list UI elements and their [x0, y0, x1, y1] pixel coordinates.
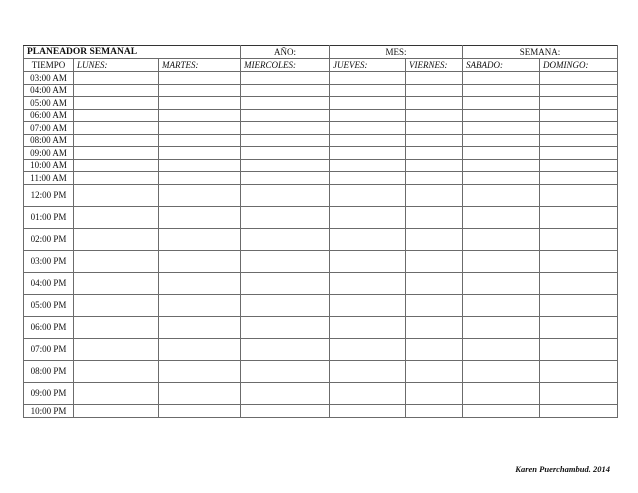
day-header-wednesday: MIERCOLES:: [241, 59, 330, 72]
slot-cell-thursday[interactable]: [330, 250, 406, 272]
slot-cell-monday[interactable]: [74, 147, 159, 160]
slot-cell-monday[interactable]: [74, 134, 159, 147]
slot-cell-monday[interactable]: [74, 316, 159, 338]
slot-cell-saturday[interactable]: [463, 382, 540, 404]
slot-cell-saturday[interactable]: [463, 184, 540, 206]
slot-cell-friday[interactable]: [406, 97, 463, 110]
time-label: 05:00 AM: [24, 97, 74, 110]
time-label: 08:00 PM: [24, 360, 74, 382]
slot-cell-tuesday[interactable]: [159, 97, 241, 110]
slot-cell-sunday[interactable]: [540, 97, 618, 110]
slot-cell-monday[interactable]: [74, 360, 159, 382]
time-slot-row: [24, 184, 618, 206]
slot-cell-monday[interactable]: [74, 122, 159, 135]
slot-cell-tuesday[interactable]: [159, 184, 241, 206]
slot-cell-wednesday[interactable]: [241, 382, 330, 404]
day-header-tuesday: MARTES:: [159, 59, 241, 72]
slot-cell-monday[interactable]: [74, 97, 159, 110]
slot-cell-tuesday[interactable]: [159, 272, 241, 294]
slot-cell-sunday[interactable]: [540, 172, 618, 185]
time-slot-row: [24, 228, 618, 250]
slot-cell-saturday[interactable]: [463, 206, 540, 228]
time-slot-row: [24, 272, 618, 294]
slot-cell-saturday[interactable]: [463, 316, 540, 338]
week-label: SEMANA:: [463, 46, 618, 59]
slot-cell-tuesday[interactable]: [159, 172, 241, 185]
slot-cell-sunday[interactable]: [540, 360, 618, 382]
slot-cell-friday[interactable]: [406, 159, 463, 172]
slot-cell-wednesday[interactable]: [241, 147, 330, 160]
slot-cell-thursday[interactable]: [330, 382, 406, 404]
time-label: 03:00 AM: [24, 72, 74, 85]
time-label: 03:00 PM: [24, 250, 74, 272]
slot-cell-saturday[interactable]: [463, 228, 540, 250]
slot-cell-sunday[interactable]: [540, 250, 618, 272]
slot-cell-wednesday[interactable]: [241, 206, 330, 228]
slot-cell-sunday[interactable]: [540, 272, 618, 294]
slot-cell-friday[interactable]: [406, 338, 463, 360]
slot-cell-thursday[interactable]: [330, 97, 406, 110]
slot-cell-sunday[interactable]: [540, 109, 618, 122]
slot-cell-saturday[interactable]: [463, 109, 540, 122]
time-slot-row: [24, 134, 618, 147]
month-label: MES:: [330, 46, 463, 59]
slot-cell-friday[interactable]: [406, 250, 463, 272]
time-slot-row: [24, 382, 618, 404]
time-label: 06:00 AM: [24, 109, 74, 122]
slot-cell-friday[interactable]: [406, 206, 463, 228]
day-header-friday: VIERNES:: [406, 59, 463, 72]
time-label: 09:00 AM: [24, 147, 74, 160]
slot-cell-wednesday[interactable]: [241, 250, 330, 272]
slot-cell-saturday[interactable]: [463, 84, 540, 97]
slot-cell-saturday[interactable]: [463, 122, 540, 135]
time-slot-row: [24, 316, 618, 338]
slot-cell-thursday[interactable]: [330, 404, 406, 417]
slot-cell-wednesday[interactable]: [241, 72, 330, 85]
slot-cell-wednesday[interactable]: [241, 228, 330, 250]
day-header-saturday: SABADO:: [463, 59, 540, 72]
slot-cell-saturday[interactable]: [463, 97, 540, 110]
year-label: AÑO:: [241, 46, 330, 59]
slot-cell-sunday[interactable]: [540, 228, 618, 250]
time-label: 01:00 PM: [24, 206, 74, 228]
slot-cell-wednesday[interactable]: [241, 272, 330, 294]
slot-cell-saturday[interactable]: [463, 172, 540, 185]
time-slot-row: [24, 84, 618, 97]
slot-cell-thursday[interactable]: [330, 72, 406, 85]
slot-cell-tuesday[interactable]: [159, 228, 241, 250]
time-slot-row: [24, 172, 618, 185]
day-header-row: [24, 59, 618, 72]
slot-cell-tuesday[interactable]: [159, 338, 241, 360]
slot-cell-monday[interactable]: [74, 172, 159, 185]
time-label: 09:00 PM: [24, 382, 74, 404]
slot-cell-thursday[interactable]: [330, 228, 406, 250]
slot-cell-friday[interactable]: [406, 184, 463, 206]
slot-cell-tuesday[interactable]: [159, 84, 241, 97]
slot-cell-sunday[interactable]: [540, 382, 618, 404]
slot-cell-thursday[interactable]: [330, 360, 406, 382]
slot-cell-wednesday[interactable]: [241, 159, 330, 172]
slot-cell-wednesday[interactable]: [241, 316, 330, 338]
time-slot-row: [24, 404, 618, 417]
time-slot-row: [24, 294, 618, 316]
slot-cell-tuesday[interactable]: [159, 294, 241, 316]
slot-cell-monday[interactable]: [74, 184, 159, 206]
slot-cell-saturday[interactable]: [463, 294, 540, 316]
slot-cell-friday[interactable]: [406, 147, 463, 160]
day-header-monday: LUNES:: [74, 59, 159, 72]
slot-cell-wednesday[interactable]: [241, 184, 330, 206]
slot-cell-monday[interactable]: [74, 84, 159, 97]
slot-cell-friday[interactable]: [406, 84, 463, 97]
slot-cell-friday[interactable]: [406, 109, 463, 122]
slot-cell-thursday[interactable]: [330, 172, 406, 185]
time-slot-row: [24, 159, 618, 172]
slot-cell-tuesday[interactable]: [159, 316, 241, 338]
slot-cell-monday[interactable]: [74, 250, 159, 272]
time-slot-row: [24, 338, 618, 360]
slot-cell-tuesday[interactable]: [159, 404, 241, 417]
time-label: 05:00 PM: [24, 294, 74, 316]
author-credit: Karen Puerchambud. 2014: [515, 464, 610, 474]
slot-cell-monday[interactable]: [74, 404, 159, 417]
slot-cell-sunday[interactable]: [540, 404, 618, 417]
time-label: 10:00 AM: [24, 159, 74, 172]
slot-cell-sunday[interactable]: [540, 122, 618, 135]
slot-cell-tuesday[interactable]: [159, 147, 241, 160]
slot-cell-monday[interactable]: [74, 272, 159, 294]
slot-cell-thursday[interactable]: [330, 109, 406, 122]
slot-cell-thursday[interactable]: [330, 206, 406, 228]
time-label: 11:00 AM: [24, 172, 74, 185]
slot-cell-saturday[interactable]: [463, 272, 540, 294]
slot-cell-tuesday[interactable]: [159, 134, 241, 147]
slot-cell-wednesday[interactable]: [241, 134, 330, 147]
slot-cell-friday[interactable]: [406, 122, 463, 135]
slot-cell-sunday[interactable]: [540, 316, 618, 338]
time-slot-row: [24, 72, 618, 85]
time-label: 02:00 PM: [24, 228, 74, 250]
time-slot-row: [24, 250, 618, 272]
slot-cell-friday[interactable]: [406, 404, 463, 417]
time-slot-row: [24, 109, 618, 122]
slot-cell-saturday[interactable]: [463, 159, 540, 172]
slot-cell-sunday[interactable]: [540, 206, 618, 228]
time-label: 07:00 PM: [24, 338, 74, 360]
slot-cell-thursday[interactable]: [330, 122, 406, 135]
time-label: 04:00 AM: [24, 84, 74, 97]
slot-cell-tuesday[interactable]: [159, 122, 241, 135]
slot-cell-monday[interactable]: [74, 228, 159, 250]
slot-cell-tuesday[interactable]: [159, 159, 241, 172]
slot-cell-monday[interactable]: [74, 294, 159, 316]
slot-cell-tuesday[interactable]: [159, 382, 241, 404]
slot-cell-wednesday[interactable]: [241, 122, 330, 135]
slot-cell-wednesday[interactable]: [241, 338, 330, 360]
slot-cell-monday[interactable]: [74, 206, 159, 228]
slot-cell-thursday[interactable]: [330, 184, 406, 206]
time-label: 08:00 AM: [24, 134, 74, 147]
slot-cell-friday[interactable]: [406, 228, 463, 250]
weekly-planner-table: [23, 45, 618, 418]
slot-cell-tuesday[interactable]: [159, 250, 241, 272]
slot-cell-wednesday[interactable]: [241, 404, 330, 417]
slot-cell-friday[interactable]: [406, 360, 463, 382]
slot-cell-tuesday[interactable]: [159, 109, 241, 122]
slot-cell-friday[interactable]: [406, 134, 463, 147]
day-header-sunday: DOMINGO:: [540, 59, 618, 72]
slot-cell-wednesday[interactable]: [241, 97, 330, 110]
slot-cell-sunday[interactable]: [540, 159, 618, 172]
time-label: 10:00 PM: [24, 404, 74, 417]
slot-cell-saturday[interactable]: [463, 134, 540, 147]
slot-cell-monday[interactable]: [74, 338, 159, 360]
time-slot-row: [24, 206, 618, 228]
slot-cell-friday[interactable]: [406, 294, 463, 316]
slot-cell-sunday[interactable]: [540, 147, 618, 160]
slot-cell-thursday[interactable]: [330, 272, 406, 294]
slot-cell-thursday[interactable]: [330, 316, 406, 338]
time-label: 12:00 PM: [24, 184, 74, 206]
time-slot-row: [24, 97, 618, 110]
slot-cell-saturday[interactable]: [463, 338, 540, 360]
time-slot-row: [24, 122, 618, 135]
slot-cell-friday[interactable]: [406, 172, 463, 185]
slot-cell-tuesday[interactable]: [159, 206, 241, 228]
slot-cell-wednesday[interactable]: [241, 360, 330, 382]
slot-cell-thursday[interactable]: [330, 147, 406, 160]
slot-cell-wednesday[interactable]: [241, 294, 330, 316]
time-label: 04:00 PM: [24, 272, 74, 294]
slot-cell-tuesday[interactable]: [159, 360, 241, 382]
slot-cell-sunday[interactable]: [540, 294, 618, 316]
slot-cell-sunday[interactable]: [540, 184, 618, 206]
slot-cell-wednesday[interactable]: [241, 172, 330, 185]
time-label: 07:00 AM: [24, 122, 74, 135]
time-column-header: TIEMPO: [24, 59, 74, 72]
slot-cell-wednesday[interactable]: [241, 109, 330, 122]
slot-cell-monday[interactable]: [74, 159, 159, 172]
slot-cell-thursday[interactable]: [330, 159, 406, 172]
slot-cell-saturday[interactable]: [463, 404, 540, 417]
slot-cell-friday[interactable]: [406, 316, 463, 338]
slot-cell-thursday[interactable]: [330, 338, 406, 360]
time-label: 06:00 PM: [24, 316, 74, 338]
slot-cell-monday[interactable]: [74, 72, 159, 85]
slot-cell-sunday[interactable]: [540, 84, 618, 97]
slot-cell-monday[interactable]: [74, 109, 159, 122]
slot-cell-thursday[interactable]: [330, 84, 406, 97]
slot-cell-sunday[interactable]: [540, 338, 618, 360]
slot-cell-thursday[interactable]: [330, 294, 406, 316]
slot-cell-saturday[interactable]: [463, 360, 540, 382]
slot-cell-thursday[interactable]: [330, 134, 406, 147]
time-slot-row: [24, 360, 618, 382]
planner-title: PLANEADOR SEMANAL: [24, 46, 241, 59]
slot-cell-saturday[interactable]: [463, 147, 540, 160]
slot-cell-sunday[interactable]: [540, 134, 618, 147]
planner-header-row: [24, 46, 618, 59]
slot-cell-wednesday[interactable]: [241, 84, 330, 97]
slot-cell-friday[interactable]: [406, 272, 463, 294]
slot-cell-tuesday[interactable]: [159, 72, 241, 85]
slot-cell-saturday[interactable]: [463, 72, 540, 85]
slot-cell-friday[interactable]: [406, 382, 463, 404]
slot-cell-monday[interactable]: [74, 382, 159, 404]
slot-cell-friday[interactable]: [406, 72, 463, 85]
slot-cell-sunday[interactable]: [540, 72, 618, 85]
time-slot-row: [24, 147, 618, 160]
slot-cell-saturday[interactable]: [463, 250, 540, 272]
day-header-thursday: JUEVES:: [330, 59, 406, 72]
